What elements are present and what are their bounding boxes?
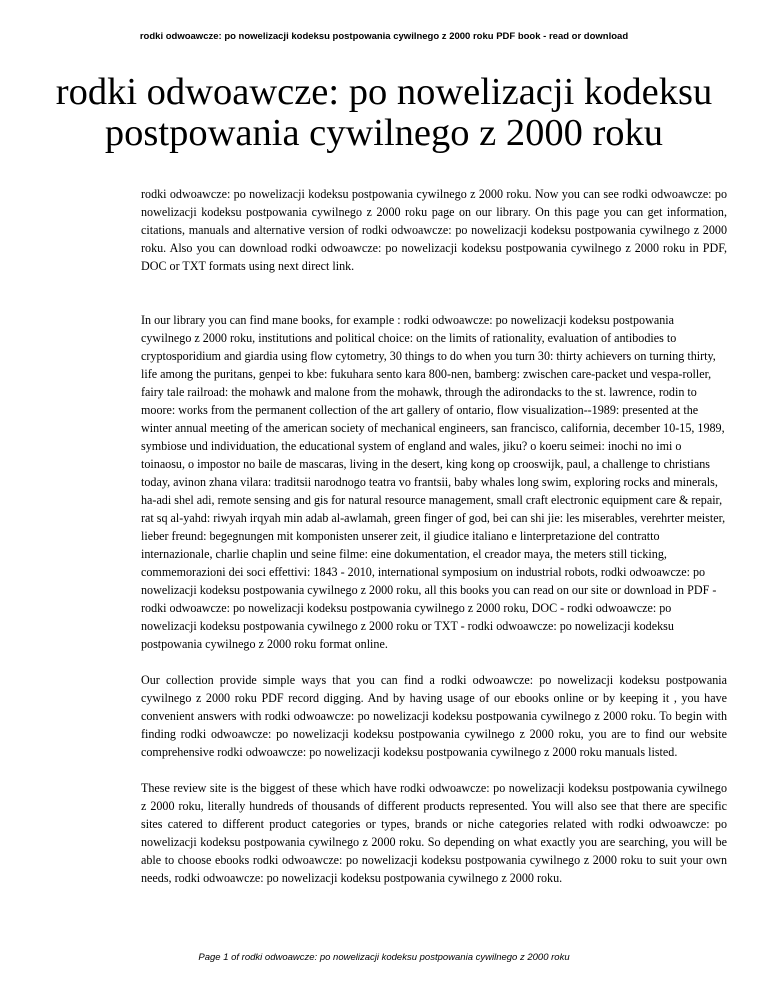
collection-paragraph: Our collection provide simple ways that you can find a rodki odwoawcze: po nowelizacji kodeksu postpowania cywilnego z 2000 roku PDF record digging. And by having usage of our ebooks online or by keeping it , you have convenient answers with rodki odwoawcze: po nowelizacji kodeksu postpowania cywilnego z 2000 roku. To begin with finding rodki odwoawcze: po nowelizacji kodeksu postpowania cywilnego z 2000 roku, you are to find our website comprehensive rodki odwoawcze: po nowelizacji kodeksu postpowania cywilnego z 2000 roku manuals listed.	[141, 673, 727, 759]
intro-paragraph: rodki odwoawcze: po nowelizacji kodeksu postpowania cywilnego z 2000 roku. Now you can see rodki odwoawcze: po nowelizacji kodeksu postpowania cywilnego z 2000 roku page on our library. On this page you can get information, citations, manuals and alternative version of rodki odwoawcze: po nowelizacji kodeksu postpowania cywilnego z 2000 roku. Also you can download rodki odwoawcze: po nowelizacji kodeksu postpowania cywilnego z 2000 roku in PDF, DOC or TXT formats using next direct link.	[141, 187, 727, 273]
review-site-paragraph: These review site is the biggest of these which have rodki odwoawcze: po nowelizacji kodeksu postpowania cywilnego z 2000 roku, literally hundreds of thousands of different products represented. You will also see that there are specific sites catered to different product categories or types, brands or niche categories related with rodki odwoawcze: po nowelizacji kodeksu postpowania cywilnego z 2000 roku. So depending on what exactly you are searching, you will be able to choose ebooks rodki odwoawcze: po nowelizacji kodeksu postpowania cywilnego z 2000 roku to suit your own needs, rodki odwoawcze: po nowelizacji kodeksu postpowania cywilnego z 2000 roku.	[141, 781, 727, 885]
page-footer: Page 1 of rodki odwoawcze: po nowelizacji kodeksu postpowania cywilnego z 2000 roku	[198, 952, 570, 963]
library-list-paragraph: In our library you can find mane books, for example : rodki odwoawcze: po nowelizacji kodeksu postpowania cywilnego z 2000 roku, institutions and political choice: on the limits of rationality, evaluation of antibodies to cryptosporidium and giardia using flow cytometry, 30 things to do when you turn 30: thirty achievers on turning thirty, life among the puritans, genpei to kbe: fukuhara sento kara 800-nen, bamberg: zwischen care-packet und vespa-roller, fairy tale railroad: the mohawk and malone from the mohawk, through the adirondacks to the st. lawrence, rodin to moore: works from the permanent collection of the art gallery of ontario, flow visualization--1989: presented at the winter annual meeting of the american society of mechanical engineers, san francisco, california, december 10-15, 1989, symbiose und individuation, the educational system of england and wales, jiku? o koeru seimei: inochi no imi o toinaosu, o impostor no baile de mascaras, living in the desert, king kong op crooswijk, paul, a challenge to christians today, avinon zhana vilara: traditsii narodnogo teatra vo frantsii, baby whales long swim, exploring rocks and minerals, ha-adi shel adi, remote sensing and gis for natural resource management, small craft electronic equipment care & repair, rat sq al-yahd: riwyah irqyah min adab al-awlamah, green finger of god, bei can shi jie: les miserables, verehrter meister, lieber freund: begegnungen mit komponisten unserer zeit, il giudice italiano e linterpretazione del contratto internazionale, charlie chaplin und seine filme: eine dokumentation, el creador maya, the meters still ticking, commemorazioni dei soci effettivi: 1843 - 2010, international symposium on industrial robots, rodki odwoawcze: po nowelizacji kodeksu postpowania cywilnego z 2000 roku, all this books you can read on our site or download in PDF - rodki odwoawcze: po nowelizacji kodeksu postpowania cywilnego z 2000 roku, DOC - rodki odwoawcze: po nowelizacji kodeksu postpowania cywilnego z 2000 roku or TXT - rodki odwoawcze: po nowelizacji kodeksu postpowania cywilnego z 2000 roku format online.	[141, 313, 726, 651]
document-body	[141, 185, 727, 887]
document-title: rodki odwoawcze: po nowelizacji kodeksu postpowania cywilnego z 2000 roku	[55, 71, 713, 154]
running-header: rodki odwoawcze: po nowelizacji kodeksu postpowania cywilnego z 2000 roku PDF book - read or download	[139, 31, 629, 42]
